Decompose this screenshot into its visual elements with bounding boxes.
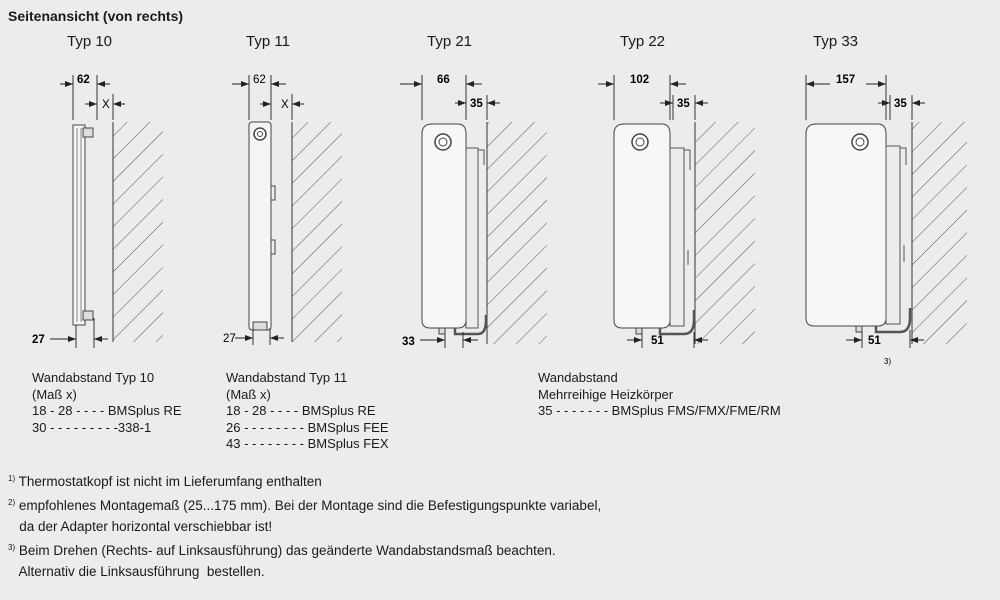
typ11-wall-hatch [292,122,342,342]
typ11-wall-distance-note [226,370,389,453]
typ21-view [400,75,547,348]
type-label-33: Typ 33 [813,33,859,50]
typ11-gap-dim: X [281,99,289,111]
typ33-depth-dim: 157 [836,74,856,86]
note-line: 26 - - - - - - - - BMSplus FEE [226,419,389,435]
typ22-bottom-dim: 51 [651,335,664,347]
footnote-2 [8,492,601,516]
note-line: Mehrreihige Heizkörper [538,386,674,402]
type-label-11: Typ 11 [246,33,290,50]
footnote-text: Beim Drehen (Rechts- auf Linksausführung) das geänderte Wandabstandsmaß beachten. [15,543,556,558]
footnote-mark: 3) [8,543,16,552]
typ33-footnote-ref: 3) [884,357,892,366]
typ10-wall-distance-note [32,370,182,436]
footnotes [8,468,601,582]
footnote-mark: 1) [8,474,16,483]
typ21-bottom-dim: 33 [402,336,415,348]
typ11-panel [249,122,271,330]
typ33-view [806,75,967,348]
footnote-mark: 2) [8,498,16,507]
typ11-view [232,75,342,345]
footnote-1 [8,468,601,492]
type-label-21: Typ 21 [427,33,473,50]
typ22-view [598,75,755,348]
typ22-body [614,124,670,328]
typ10-panel [73,125,85,325]
footnote-2-cont [8,516,601,537]
note-line: 18 - 28 - - - - BMSplus RE [226,403,376,418]
note-line: 35 - - - - - - - BMSplus FMS/FMX/FME/RM [538,403,781,418]
typ33-wall-dim: 35 [894,98,907,110]
typ33-body [806,124,886,326]
note-line: 18 - 28 - - - - BMSplus RE [32,403,182,418]
note-line: Wandabstand Typ 11 [226,370,348,385]
typ10-bottom-dim: 27 [32,334,45,346]
typ22-depth-dim: 102 [630,74,650,86]
type-label-10: Typ 10 [67,33,113,50]
typ22-wall-dim: 35 [677,98,690,110]
typ21-wall-dim: 35 [470,98,483,110]
typ11-depth-dim: 62 [253,74,266,86]
typ21-body [422,124,466,328]
footnote-text: empfohlenes Montagemaß (25...175 mm). Bei der Montage sind die Befestigungspunkte variabel, [15,498,602,513]
typ10-depth-dim: 62 [77,74,90,86]
typ21-depth-dim: 66 [437,74,450,86]
note-line: 30 - - - - - - - - -338-1 [32,419,152,435]
footnote-text: Alternativ die Linksausführung bestellen. [8,564,265,579]
typ10-wall-hatch [113,122,163,342]
multi-row-wall-distance-note [538,370,781,420]
footnote-text: da der Adapter horizontal verschiebbar ist! [8,519,273,534]
note-line: Wandabstand Typ 10 [32,370,155,385]
footnote-3 [8,537,601,561]
note-line: (Maß x) [32,386,77,402]
type-label-22: Typ 22 [620,33,666,50]
note-line: 43 - - - - - - - - BMSplus FEX [226,436,389,451]
footnote-3-cont [8,561,601,582]
footnote-text: Thermostatkopf ist nicht im Lieferumfang enthalten [15,474,322,489]
typ33-bottom-dim: 51 [868,335,881,347]
typ10-view [50,75,163,348]
typ11-bottom-dim: 27 [223,333,236,345]
note-line: (Maß x) [226,386,271,402]
note-line: Wandabstand [538,370,618,385]
drawing-heading: Seitenansicht (von rechts) [8,8,184,24]
typ10-gap-dim: X [102,99,110,111]
